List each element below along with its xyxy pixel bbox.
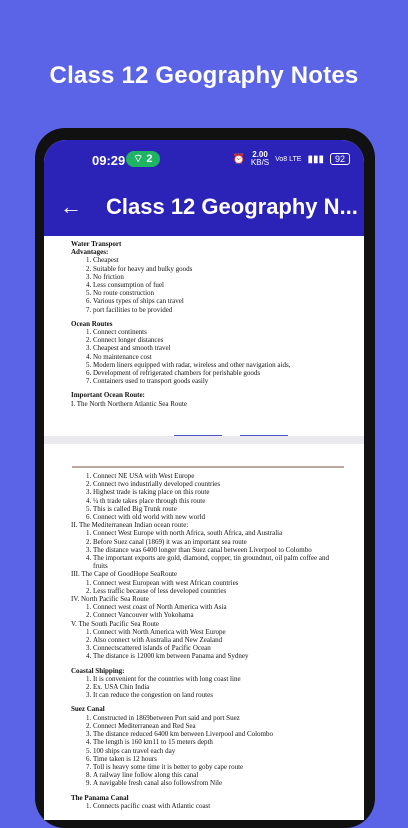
signal-icon: ▮▮▮ (307, 153, 324, 165)
list-item: 6. Development of refrigerated chambers for perishable goods (93, 369, 344, 377)
hotspot-badge (126, 151, 160, 167)
list-item: 2. Ex. USA Chin India (93, 683, 344, 691)
important-route-first: I. The North Northern Atlantic Sea Route (71, 399, 187, 408)
list-item: 1. Constructed in 1869between Port said and port Suez (93, 714, 344, 722)
list-item: 1. Connect with North America with West Europe (93, 628, 344, 636)
ocean-routes-list (81, 328, 344, 385)
route-list-3 (81, 579, 344, 595)
status-bar (44, 140, 364, 180)
list-item: 2. Less traffic because of less developed countries (93, 587, 344, 595)
list-item: 7. port facilities to be provided (93, 306, 344, 314)
list-item: 2. Connect Vancouver with Yokohama (93, 611, 344, 619)
route-list-5 (81, 628, 344, 661)
list-item: 8. A railway line follow along this canal (93, 771, 344, 779)
page-rule (72, 466, 344, 468)
list-item: 1. Connect NE USA with West Europe (93, 472, 344, 480)
route-heading-2: II. The Mediterranean Indian ocean route: (71, 521, 189, 530)
panama-label: The Panama Canal (71, 793, 129, 802)
list-item: 3. Cheapest and smooth travel (93, 344, 344, 352)
list-item: 3. The distance was 6400 longer than Suez canal between Liverpool to Colombo (93, 546, 344, 554)
phone-screen (44, 140, 364, 820)
hotspot-count: 2 (146, 153, 153, 165)
list-item: 5. Modern liners equipped with radar, wireless and other navigation aids, (93, 361, 344, 369)
list-item: 2. Connect two industrially developed countries (93, 480, 344, 488)
list-item: 1. Connect West Europe with north Africa, south Africa, and Australia (93, 529, 344, 537)
list-item: 2. Suitable for heavy and bulky goods (93, 265, 344, 273)
pdf-viewer[interactable] (44, 236, 364, 820)
list-item: 2. Also connect with Australia and New Zealand (93, 636, 344, 644)
network-speed: 2.00 KB/S (250, 150, 270, 167)
list-item: 1. Connect west European with west African countries (93, 579, 344, 587)
network-type: Vo8 LTE (275, 155, 302, 163)
list-item: 6. Various types of ships can travel (93, 297, 344, 305)
status-time: 09:29 (92, 153, 126, 168)
list-item: 4. The distance is 12000 km between Panama and Sydney (93, 652, 344, 660)
list-item: 4. ¼ th trade takes place through this route (93, 497, 344, 505)
suez-list (81, 714, 344, 788)
list-item: 1. It is convenient for the countries with long coast line (93, 675, 344, 683)
list-item: 1. Cheapest (93, 256, 344, 264)
coastal-label: Coastal Shipping: (71, 666, 125, 675)
panama-list (81, 802, 344, 810)
list-item: 5. 100 ships can travel each day (93, 747, 344, 755)
back-arrow-icon[interactable]: ← (60, 194, 82, 219)
page-break (44, 436, 364, 444)
list-item: 7. Toll is heavy some time it is better to goby cape route (93, 763, 344, 771)
list-item: 2. Before Suez canal (1869) it was an important sea route (93, 538, 344, 546)
status-icons (232, 151, 350, 167)
route-list-1 (81, 472, 344, 521)
battery-icon: 92 (330, 153, 350, 165)
promo-title: Class 12 Geography Notes (49, 62, 359, 89)
list-item: 3. The distance reduced 6400 km between Liverpool and Colombo (93, 730, 344, 738)
route-heading-4: IV. North Pacific Sea Route (71, 595, 149, 604)
list-item: 7. Containers used to transport goods easily (93, 377, 344, 385)
app-title: Class 12 Geography N... (106, 194, 358, 219)
pdf-page-1 (44, 236, 364, 408)
route-heading-5: V. The South Pacific Sea Route (71, 619, 160, 628)
list-item: 9. A navigable fresh canal also followsfrom Nile (93, 779, 344, 787)
list-item: 3. Highest trade is taking place on this route (93, 488, 344, 496)
list-item: 6. Connect with old world with new world (93, 513, 344, 521)
app-bar (44, 180, 364, 236)
route-heading-3: III. The Cape of GoodHope SeaRoute (71, 570, 178, 579)
route-list-2 (81, 529, 344, 570)
list-item: 6. Time taken is 12 hours (93, 755, 344, 763)
list-item: 4. No maintenance cost (93, 353, 344, 361)
list-item: 2. Connect Mediterranean and Red Sea (93, 722, 344, 730)
coastal-list (81, 675, 344, 700)
list-item: 1. Connects pacific coast with Atlantic coast (93, 802, 344, 810)
list-item: 5. No route construction (93, 289, 344, 297)
list-item: 2. Connect longer distances (93, 336, 344, 344)
list-item: 3. It can reduce the congestion on land routes (93, 691, 344, 699)
list-item: 4. The length is 160 km11 to 15 meters depth (93, 738, 344, 746)
ocean-routes-label: Ocean Routes (71, 319, 113, 328)
advantages-label: Advantages: (71, 248, 109, 257)
list-item: 3. No friction (93, 273, 344, 281)
important-route-label: Important Ocean Route: (71, 391, 145, 400)
advantages-list (81, 256, 344, 313)
hotspot-icon: ⌔ (133, 153, 144, 165)
pdf-page-2 (44, 466, 364, 810)
route-list-4 (81, 603, 344, 619)
alarm-icon: ⏰ (232, 153, 245, 165)
suez-label: Suez Canal (71, 705, 105, 714)
section-heading: Water Transport (71, 240, 122, 248)
list-item: 5. This is called Big Trunk route (93, 505, 344, 513)
list-item: 4. Less consumption of fuel (93, 281, 344, 289)
list-item: 3. Connectscattered islands of Pacific Ocean (93, 644, 344, 652)
list-item: 1. Connect continents (93, 328, 344, 336)
list-item: 1. Connect west coast of North America with Asia (93, 603, 344, 611)
list-item: 4. The important exports are gold, diamond, copper, tin groundnut, oil palm coffee and fruits (93, 554, 344, 570)
